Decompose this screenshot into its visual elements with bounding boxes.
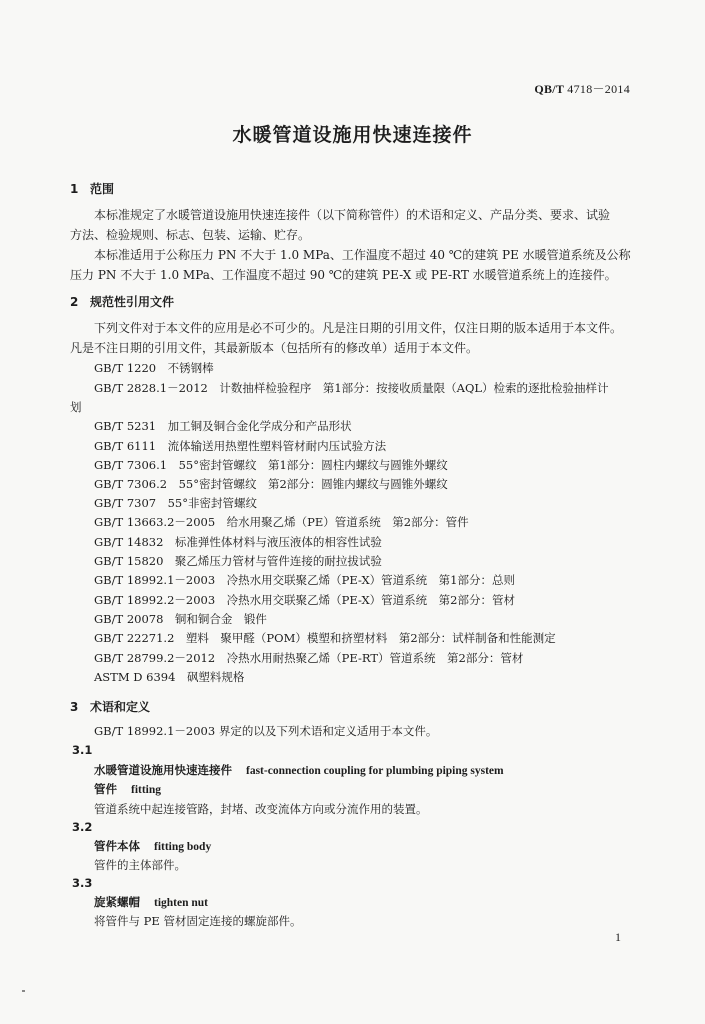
reference-title: 冷热水用交联聚乙烯（PE-X）管道系统 第1部分：总则 [226, 573, 515, 587]
reference-item [94, 418, 352, 434]
reference-code: GB/T 13663.2－2005 [94, 515, 216, 529]
standard-code: 4718－2014 [567, 82, 630, 96]
paragraph-line: 凡是不注日期的引用文件，其最新版本（包括所有的修改单）适用于本文件。 [70, 341, 479, 355]
scan-speck [22, 990, 25, 992]
reference-title: 55°密封管螺纹 第2部分：圆锥内螺纹与圆锥外螺纹 [178, 477, 448, 491]
term-entry [94, 762, 504, 778]
reference-item [94, 592, 515, 608]
reference-title: 划 [70, 400, 82, 414]
reference-code: GB/T 2828.1－2012 [94, 381, 208, 395]
reference-title: 加工铜及铜合金化学成分和产品形状 [167, 419, 352, 433]
paragraph-line: 本标准规定了水暖管道设施用快速连接件（以下简称管件）的术语和定义、产品分类、要求、试验 [94, 208, 611, 222]
reference-code: GB/T 7306.1 [94, 458, 168, 472]
reference-code: GB/T 18992.1－2003 [94, 573, 216, 587]
term-alt-zh: 管件 [94, 782, 117, 796]
reference-item [94, 457, 448, 473]
reference-item [94, 630, 556, 646]
reference-title: 55°非密封管螺纹 [167, 496, 257, 510]
term-definition: 将管件与 PE 管材固定连接的螺旋部件。 [94, 914, 302, 928]
reference-item [94, 553, 382, 569]
term-number: 3.1 [72, 743, 93, 757]
term-zh: 水暖管道设施用快速连接件 [94, 763, 232, 777]
reference-code: GB/T 5231 [94, 419, 157, 433]
reference-item [94, 611, 267, 627]
reference-title: 铜和铜合金 锻件 [174, 612, 267, 626]
term-definition: 管件的主体部件。 [94, 858, 186, 872]
term-en: tighten nut [154, 897, 208, 909]
reference-title: 塑料 聚甲醛（POM）模塑和挤塑材料 第2部分：试样制备和性能测定 [185, 631, 556, 645]
standard-number [534, 80, 630, 97]
section-1-heading [70, 180, 114, 197]
section-title: 规范性引用文件 [90, 295, 175, 309]
section-2-intro [70, 318, 642, 358]
paragraph-line: 本标准适用于公称压力 PN 不大于 1.0 MPa、工作温度不超过 40 ℃的建筑 PE 水暖管道系统及公称 [94, 248, 631, 262]
reference-title: 砜塑料规格 [186, 670, 245, 684]
term-en: fast-connection coupling for plumbing piping system [246, 765, 504, 777]
term-entry [94, 894, 208, 910]
term-en: fitting body [154, 841, 212, 853]
reference-code: GB/T 15820 [94, 554, 164, 568]
section-number: 2 [70, 295, 79, 309]
reference-title: 55°密封管螺纹 第1部分：圆柱内螺纹与圆锥外螺纹 [178, 458, 448, 472]
reference-code: GB/T 22271.2 [94, 631, 175, 645]
reference-item [94, 380, 609, 396]
reference-title: 给水用聚乙烯（PE）管道系统 第2部分：管件 [226, 515, 469, 529]
reference-item [94, 534, 382, 550]
reference-item [94, 572, 515, 588]
reference-code: GB/T 6111 [94, 439, 157, 453]
reference-code: ASTM D 6394 [94, 670, 176, 684]
term-alt-entry [94, 781, 161, 797]
reference-title: 冷热水用耐热聚乙烯（PE-RT）管道系统 第2部分：管材 [226, 651, 524, 665]
section-1-scope-para [70, 205, 642, 285]
standard-prefix: QB/T [534, 82, 564, 96]
section-3-intro: GB/T 18992.1－2003 界定的以及下列术语和定义适用于本文件。 [94, 724, 438, 738]
reference-code: GB/T 7307 [94, 496, 157, 510]
reference-code: GB/T 14832 [94, 535, 164, 549]
term-number: 3.3 [72, 876, 93, 890]
reference-item [94, 476, 448, 492]
reference-code: GB/T 18992.2－2003 [94, 593, 216, 607]
reference-item [94, 360, 214, 376]
reference-code: GB/T 28799.2－2012 [94, 651, 216, 665]
reference-title: 流体输送用热塑性塑料管材耐内压试验方法 [167, 439, 387, 453]
section-2-heading [70, 293, 174, 310]
reference-item [94, 514, 469, 530]
reference-item [94, 669, 244, 685]
reference-item [94, 495, 257, 511]
page-number: 1 [615, 930, 621, 944]
reference-title: 标准弹性体材料与液压液体的相容性试验 [174, 535, 382, 549]
reference-item [94, 650, 523, 666]
section-title: 术语和定义 [90, 700, 151, 714]
term-definition: 管道系统中起连接管路，封堵、改变流体方向或分流作用的装置。 [94, 802, 428, 816]
reference-code: GB/T 1220 [94, 361, 157, 375]
term-entry [94, 838, 211, 854]
paragraph-line: 压力 PN 不大于 1.0 MPa、工作温度不超过 90 ℃的建筑 PE-X 或 PE-RT 水暖管道系统上的连接件。 [70, 268, 617, 282]
reference-title: 计数抽样检验程序 第1部分：按接收质量限（AQL）检索的逐批检验抽样计 [219, 381, 609, 395]
paragraph-line: 下列文件对于本文件的应用是必不可少的。凡是注日期的引用文件，仅注日期的版本适用于本文件。 [94, 321, 623, 335]
reference-code: GB/T 20078 [94, 612, 164, 626]
section-number: 1 [70, 182, 79, 196]
section-title: 范围 [90, 182, 115, 196]
document-title: 水暖管道设施用快速连接件 [232, 124, 473, 146]
term-alt-en: fitting [131, 784, 162, 796]
reference-title: 聚乙烯压力管材与管件连接的耐拉拔试验 [174, 554, 382, 568]
reference-title: 冷热水用交联聚乙烯（PE-X）管道系统 第2部分：管材 [226, 593, 515, 607]
reference-title: 不锈钢棒 [167, 361, 214, 375]
term-zh: 管件本体 [94, 839, 140, 853]
term-zh: 旋紧螺帽 [94, 895, 140, 909]
reference-item [94, 438, 386, 454]
reference-code: GB/T 7306.2 [94, 477, 168, 491]
reference-item-continuation [70, 399, 82, 415]
paragraph-line: 方法、检验规则、标志、包装、运输、贮存。 [70, 228, 311, 242]
term-number: 3.2 [72, 820, 93, 834]
section-number: 3 [70, 700, 79, 714]
section-3-heading [70, 698, 150, 715]
